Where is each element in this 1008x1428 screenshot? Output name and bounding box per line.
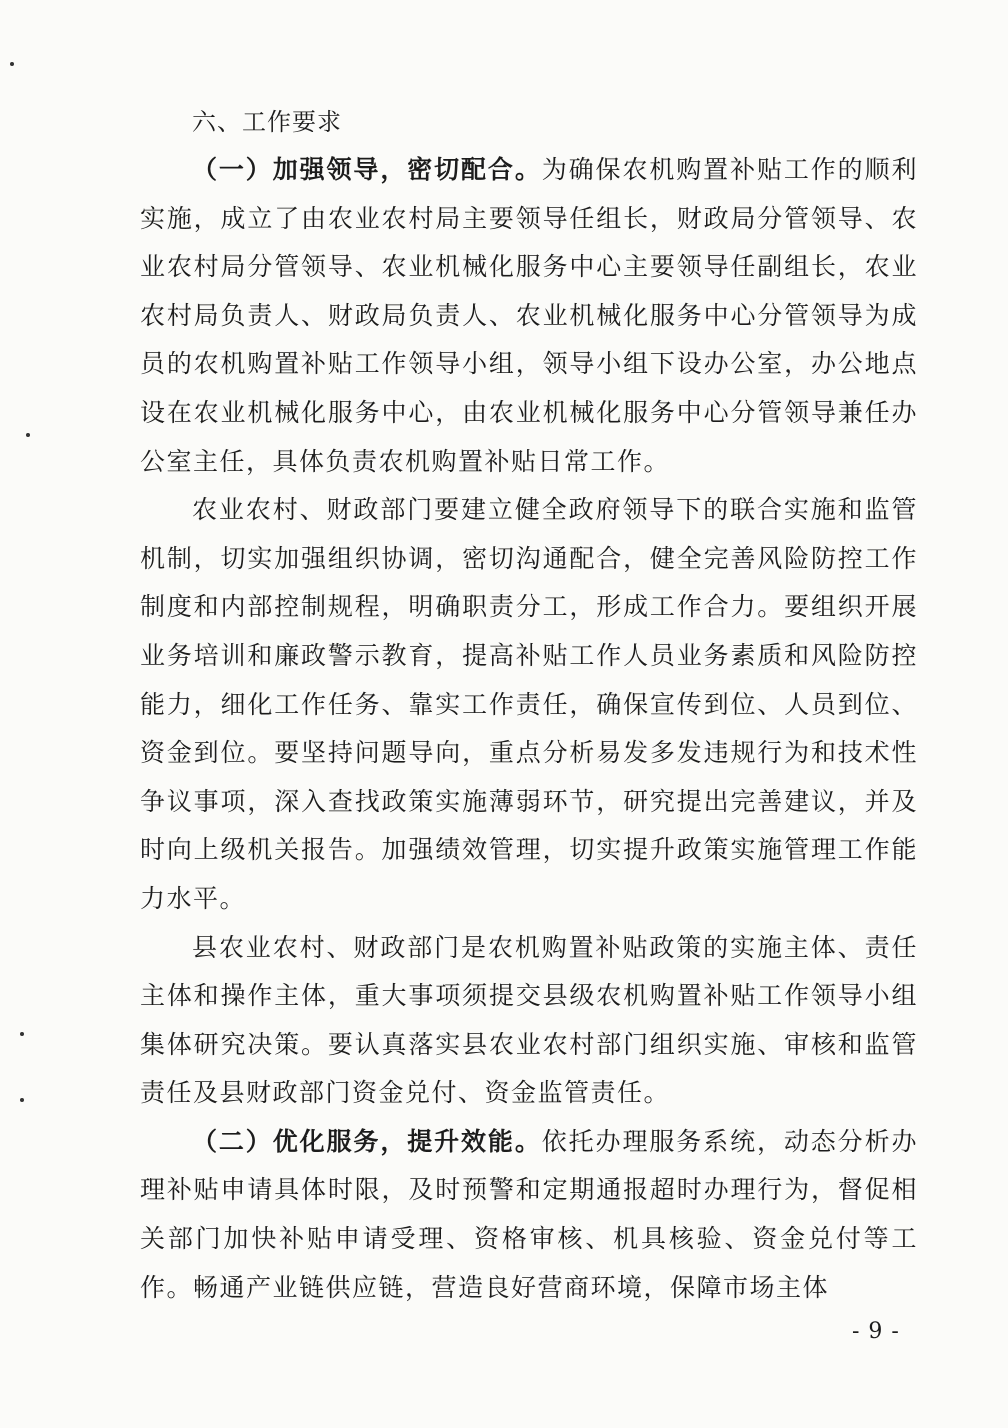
paragraph-lead: （一）加强领导，密切配合。 xyxy=(192,155,542,184)
scan-speck xyxy=(20,1032,24,1036)
scan-speck xyxy=(20,1098,24,1102)
paragraph-text: 为确保农机购置补贴工作的顺利实施，成立了由农业农村局主要领导任组长，财政局分管领导、农业农村局分管领导、农业机械化服务中心主要领导任副组长，农业农村局负责人、财政局负责人、农业机械化服务中心分管领导为成员的农机购置补贴工作领导小组，领导小组下设办公室，办公地点设在农业机械化服务中心，由农业机械化服务中心分管领导兼任办公室主任，具体负责农机购置补贴日常工作。 xyxy=(140,155,918,476)
scan-speck xyxy=(26,433,30,437)
page-number: - 9 - xyxy=(852,1319,900,1344)
paragraph-2 xyxy=(140,486,918,923)
section-heading: 六、工作要求 xyxy=(192,108,342,136)
paragraph-4 xyxy=(140,1118,918,1312)
document-body xyxy=(140,98,918,1312)
paragraph-text: 依托办理服务系统，动态分析办理补贴申请具体时限，及时预警和定期通报超时办理行为，督促相关部门加快补贴申请受理、资格审核、机具核验、资金兑付等工作。畅通产业链供应链，营造良好营商环境，保障市场主体 xyxy=(140,1126,918,1302)
paragraph-text: 农业农村、财政部门要建立健全政府领导下的联合实施和监管机制，切实加强组织协调，密切沟通配合，健全完善风险防控工作制度和内部控制规程，明确职责分工，形成工作合力。要组织开展业务培训和廉政警示教育，提高补贴工作人员业务素质和风险防控能力，细化工作任务、靠实工作责任，确保宣传到位、人员到位、资金到位。要坚持问题导向，重点分析易发多发违规行为和技术性争议事项，深入查找政策实施薄弱环节，研究提出完善建议，并及时向上级机关报告。加强绩效管理，切实提升政策实施管理工作能力水平。 xyxy=(140,495,918,913)
scan-speck xyxy=(10,62,14,66)
paragraph-3 xyxy=(140,924,918,1118)
paragraph-lead: （二）优化服务，提升效能。 xyxy=(192,1126,542,1156)
paragraph-text: 县农业农村、财政部门是农机购置补贴政策的实施主体、责任主体和操作主体，重大事项须提交县级农机购置补贴工作领导小组集体研究决策。要认真落实县农业农村部门组织实施、审核和监管责任及县财政部门资金兑付、资金监管责任。 xyxy=(140,932,918,1108)
paragraph-1 xyxy=(140,146,918,486)
